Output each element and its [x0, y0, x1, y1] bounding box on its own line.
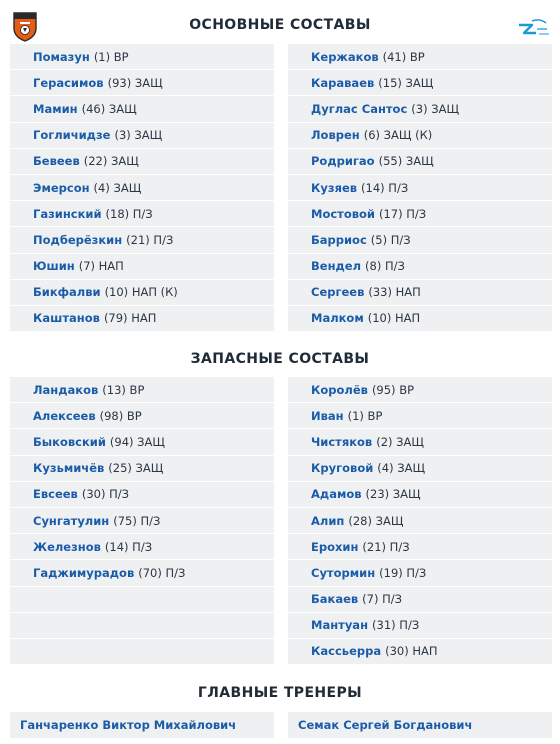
player-number-position: (98) ВР — [99, 408, 142, 423]
player-name-link[interactable]: Сергеев — [311, 285, 365, 300]
player-row — [288, 482, 552, 508]
starting-section-title: ОСНОВНЫЕ СОСТАВЫ — [189, 17, 371, 33]
player-row — [10, 149, 274, 175]
player-name-link[interactable]: Ловрен — [311, 128, 360, 143]
player-number-position: (2) ЗАЩ — [376, 434, 424, 449]
player-name-link[interactable]: Круговой — [311, 461, 374, 476]
player-row — [288, 201, 552, 227]
player-name-link[interactable]: Адамов — [311, 487, 362, 502]
player-row — [10, 123, 274, 149]
player-name-link[interactable]: Иван — [311, 408, 344, 423]
player-number-position: (28) ЗАЩ — [348, 513, 404, 528]
player-number-position: (21) П/З — [362, 539, 410, 554]
starting-header — [0, 0, 560, 40]
player-number-position: (17) П/З — [378, 206, 427, 221]
player-name-link[interactable]: Дуглас Сантос — [311, 101, 408, 116]
player-number-position: (10) НАП (К) — [104, 285, 178, 300]
player-name-link[interactable]: Родригао — [311, 154, 375, 169]
player-number-position: (30) П/З — [81, 487, 129, 502]
player-number-position: (13) ВР — [102, 382, 145, 397]
player-row — [10, 429, 274, 455]
player-number-position: (15) ЗАЩ — [378, 75, 434, 90]
player-row — [288, 560, 552, 586]
player-row — [10, 560, 274, 586]
player-name-link[interactable]: Мамин — [33, 101, 78, 116]
zenit-club-logo-icon[interactable] — [516, 16, 550, 40]
player-number-position: (30) НАП — [385, 644, 438, 659]
player-name-link[interactable]: Кержаков — [311, 49, 379, 64]
player-name-link[interactable]: Королёв — [311, 382, 368, 397]
player-name-link[interactable]: Бакаев — [311, 592, 359, 607]
player-row — [10, 482, 274, 508]
player-name-link[interactable]: Быковский — [33, 434, 106, 449]
away-substitutes-list — [288, 377, 552, 665]
player-row — [10, 280, 274, 306]
player-number-position: (3) ЗАЩ — [114, 128, 163, 143]
player-row — [288, 403, 552, 429]
player-number-position: (7) П/З — [362, 592, 403, 607]
player-number-position: (8) П/З — [365, 259, 405, 274]
player-row — [10, 70, 274, 96]
starting-lineups — [10, 44, 550, 332]
player-name-link[interactable]: Газинский — [33, 206, 102, 221]
player-number-position: (23) ЗАЩ — [365, 487, 421, 502]
home-substitutes-list — [10, 377, 274, 665]
player-row — [10, 508, 274, 534]
player-row — [10, 254, 274, 280]
player-row — [288, 123, 552, 149]
player-name-link[interactable]: Бевеев — [33, 154, 80, 169]
player-row — [288, 70, 552, 96]
player-row — [288, 456, 552, 482]
player-number-position: (19) П/З — [379, 565, 427, 580]
player-number-position: (94) ЗАЩ — [109, 434, 165, 449]
substitutes-lineups — [10, 377, 550, 665]
player-row — [288, 280, 552, 306]
player-name-link[interactable]: Алексеев — [33, 408, 96, 423]
player-row — [288, 44, 552, 70]
player-row — [288, 587, 552, 613]
player-number-position: (1) ВР — [347, 408, 383, 423]
player-number-position: (41) ВР — [382, 49, 425, 64]
player-name-link[interactable]: Караваев — [311, 75, 375, 90]
player-name-link[interactable]: Мостовой — [311, 206, 375, 221]
player-number-position: (75) П/З — [113, 513, 161, 528]
player-number-position: (70) П/З — [138, 565, 186, 580]
player-row — [10, 456, 274, 482]
away-starting-list — [288, 44, 552, 332]
home-coach — [10, 712, 274, 738]
player-name-link[interactable]: Эмерсон — [33, 180, 90, 195]
player-name-link[interactable]: Сунгатулин — [33, 513, 110, 528]
player-name-link[interactable]: Каштанов — [33, 311, 100, 326]
player-row — [10, 377, 274, 403]
player-name-link[interactable]: Барриос — [311, 232, 367, 247]
coaches-section-title: ГЛАВНЫЕ ТРЕНЕРЫ — [197, 685, 363, 701]
player-number-position: (33) НАП — [368, 285, 421, 300]
player-number-position: (95) ВР — [371, 382, 415, 397]
player-name-link[interactable]: Гаджимурадов — [33, 565, 135, 580]
player-number-position: (22) ЗАЩ — [83, 154, 139, 169]
player-number-position: (21) П/З — [126, 232, 174, 247]
player-number-position: (14) П/З — [104, 539, 153, 554]
player-number-position: (18) П/З — [105, 206, 153, 221]
player-name-link[interactable]: Бикфалви — [33, 285, 101, 300]
player-name-link[interactable]: Гогличидзе — [33, 128, 111, 143]
player-name-link[interactable]: Алип — [311, 513, 345, 528]
player-row — [288, 96, 552, 122]
player-number-position: (46) ЗАЩ — [81, 101, 137, 116]
player-name-link[interactable]: Помазун — [33, 49, 90, 64]
home-starting-list — [10, 44, 274, 332]
home-coach-name[interactable]: Ганчаренко Виктор Михайлович — [20, 718, 237, 732]
player-number-position: (10) НАП — [367, 311, 421, 326]
player-row — [10, 201, 274, 227]
player-number-position: (55) ЗАЩ — [378, 154, 434, 169]
player-row — [288, 534, 552, 560]
player-row — [288, 227, 552, 253]
player-row — [288, 508, 552, 534]
player-name-link[interactable]: Подберёзкин — [33, 232, 123, 247]
substitutes-section-title: ЗАПАСНЫЕ СОСТАВЫ — [190, 351, 370, 367]
player-number-position: (31) П/З — [372, 618, 420, 633]
substitutes-header — [0, 340, 560, 380]
player-row — [10, 96, 274, 122]
away-coach-name[interactable]: Семак Сергей Богданович — [298, 718, 473, 732]
player-row — [10, 403, 274, 429]
player-number-position: (25) ЗАЩ — [108, 461, 164, 476]
player-number-position: (3) ЗАЩ — [411, 101, 460, 116]
empty-row — [10, 587, 274, 613]
player-name-link[interactable]: Сутормин — [311, 565, 376, 580]
player-row — [10, 534, 274, 560]
player-name-link[interactable]: Евсеев — [33, 487, 78, 502]
player-row — [10, 227, 274, 253]
player-row — [288, 254, 552, 280]
empty-row — [10, 639, 274, 665]
player-row — [288, 306, 552, 332]
player-row — [288, 613, 552, 639]
player-number-position: (7) НАП — [78, 259, 124, 274]
player-row — [10, 175, 274, 201]
player-name-link[interactable]: Ерохин — [311, 539, 359, 554]
player-number-position: (93) ЗАЩ — [107, 75, 163, 90]
player-name-link[interactable]: Вендел — [311, 259, 362, 274]
player-name-link[interactable]: Кузьмичёв — [33, 461, 105, 476]
player-number-position: (5) П/З — [370, 232, 411, 247]
player-row — [288, 175, 552, 201]
player-row — [288, 429, 552, 455]
player-number-position: (4) ЗАЩ — [93, 180, 142, 195]
player-name-link[interactable]: Мантуан — [311, 618, 369, 633]
player-name-link[interactable]: Кузяев — [311, 180, 358, 195]
player-row — [10, 306, 274, 332]
player-name-link[interactable]: Малком — [311, 311, 364, 326]
coaches-header — [0, 674, 560, 714]
player-number-position: (1) ВР — [93, 49, 129, 64]
empty-row — [10, 613, 274, 639]
player-name-link[interactable]: Железнов — [33, 539, 101, 554]
player-name-link[interactable]: Герасимов — [33, 75, 104, 90]
player-row — [288, 377, 552, 403]
player-row — [10, 44, 274, 70]
player-name-link[interactable]: Юшин — [33, 259, 75, 274]
player-name-link[interactable]: Кассьерра — [311, 644, 382, 659]
player-row — [288, 149, 552, 175]
player-number-position: (6) ЗАЩ (К) — [363, 128, 433, 143]
player-number-position: (79) НАП — [103, 311, 157, 326]
player-name-link[interactable]: Ландаков — [33, 382, 99, 397]
player-number-position: (4) ЗАЩ — [377, 461, 426, 476]
player-number-position: (14) П/З — [361, 180, 409, 195]
away-coach — [288, 712, 552, 738]
player-name-link[interactable]: Чистяков — [311, 434, 373, 449]
player-row — [288, 639, 552, 665]
